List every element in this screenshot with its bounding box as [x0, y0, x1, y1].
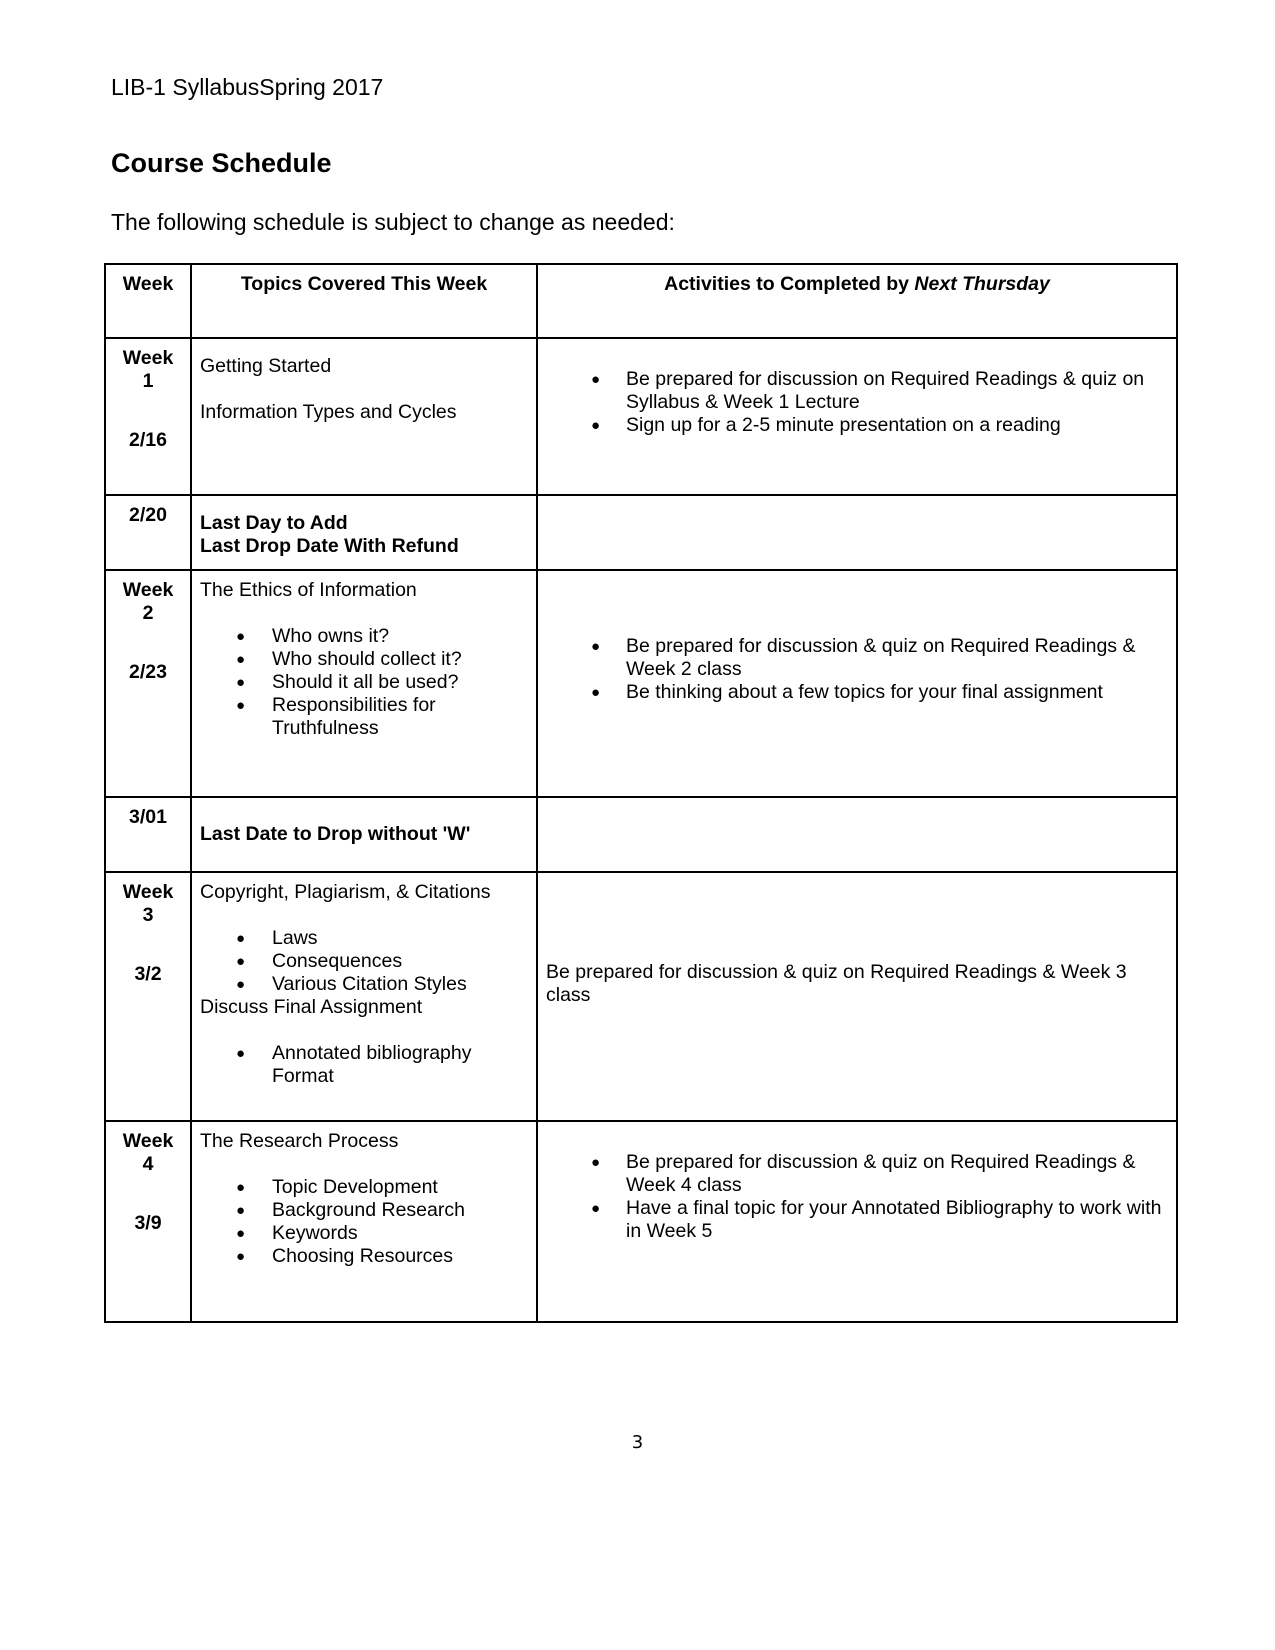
topic-bullet: ● Should it all be used? — [272, 671, 528, 694]
week-cell — [105, 338, 191, 495]
topic-bullet: ● Choosing Resources — [272, 1245, 528, 1268]
week-cell — [105, 570, 191, 797]
week-label: Week — [122, 1130, 174, 1152]
topic-bullet: ● Background Research — [272, 1199, 528, 1222]
activities-cell — [537, 338, 1177, 495]
week-label: Week — [122, 347, 174, 369]
deadline-line: Last Day to Add — [200, 512, 348, 534]
topic-line: Getting Started — [200, 355, 332, 377]
header-week: Week — [105, 264, 191, 338]
topic-title: Copyright, Plagiarism, & Citations — [200, 881, 491, 903]
week-cell — [105, 872, 191, 1121]
week-number: 4 — [142, 1153, 154, 1175]
topic-bullet: ● Topic Development — [272, 1176, 528, 1199]
topic-title: The Research Process — [200, 1130, 399, 1152]
activity-item: ● Be prepared for discussion & quiz on Required Readings & Week 2 class — [626, 635, 1168, 681]
week-date: 2/23 — [129, 661, 167, 683]
activities-cell — [537, 570, 1177, 797]
deadline-line: Last Date to Drop without 'W' — [200, 823, 471, 845]
activity-item: ● Be prepared for discussion on Required Readings & quiz on Syllabus & Week 1 Lecture — [626, 368, 1168, 414]
week-cell — [105, 797, 191, 872]
activity-item: ● Have a final topic for your Annotated Bibliography to work with in Week 5 — [626, 1197, 1168, 1243]
table-row-week-4 — [105, 1121, 1177, 1322]
topic-line: Information Types and Cycles — [200, 401, 457, 423]
week-date: 2/20 — [129, 504, 167, 526]
activity-item: ● Sign up for a 2-5 minute presentation on a reading — [626, 414, 1168, 437]
table-row-deadline-3-01 — [105, 797, 1177, 872]
week-label: Week — [122, 579, 174, 601]
activities-cell — [537, 872, 1177, 1121]
section-title: Course Schedule — [111, 148, 332, 178]
table-row-week-1 — [105, 338, 1177, 495]
topic-cell — [191, 872, 537, 1121]
week-date: 3/9 — [134, 1212, 162, 1234]
topic-bullet: ● Annotated bibliography Format — [272, 1042, 528, 1088]
topic-bullet: ● Who should collect it? — [272, 648, 528, 671]
table-header-row — [105, 264, 1177, 338]
topic-title: The Ethics of Information — [200, 579, 417, 601]
topic-cell — [191, 797, 537, 872]
table-row-week-3 — [105, 872, 1177, 1121]
topic-bullet: ● Laws — [272, 927, 528, 950]
topic-cell — [191, 1121, 537, 1322]
topic-title: Discuss Final Assignment — [200, 996, 423, 1018]
page-number: 3 — [631, 1432, 644, 1453]
activity-item: ● Be thinking about a few topics for your final assignment — [626, 681, 1168, 704]
week-cell — [105, 495, 191, 570]
activities-cell — [537, 1121, 1177, 1322]
topic-bullet: ● Responsibilities for Truthfulness — [272, 694, 528, 740]
activities-cell — [537, 495, 1177, 570]
document-header: LIB-1 SyllabusSpring 2017 — [111, 74, 384, 100]
activities-cell — [537, 797, 1177, 872]
course-schedule-table — [104, 263, 1178, 1323]
topic-cell — [191, 570, 537, 797]
header-activities-emph: Next Thursday — [914, 273, 1050, 295]
topic-bullet: ● Consequences — [272, 950, 528, 973]
deadline-line: Last Drop Date With Refund — [200, 535, 459, 557]
week-date: 2/16 — [129, 429, 167, 451]
topic-cell — [191, 495, 537, 570]
week-date: 3/01 — [129, 806, 167, 828]
header-activities-prefix: Activities to Completed by — [664, 273, 915, 295]
header-activities — [537, 264, 1177, 338]
activity-item: ● Be prepared for discussion & quiz on Required Readings & Week 4 class — [626, 1151, 1168, 1197]
topic-cell — [191, 338, 537, 495]
topic-bullet: ● Various Citation Styles — [272, 973, 528, 996]
table-row-deadline-2-20 — [105, 495, 1177, 570]
topic-bullet: ● Keywords — [272, 1222, 528, 1245]
week-number: 3 — [142, 904, 154, 926]
week-label: Week — [122, 881, 174, 903]
week-cell — [105, 1121, 191, 1322]
week-date: 3/2 — [134, 963, 162, 985]
table-row-week-2 — [105, 570, 1177, 797]
header-topics: Topics Covered This Week — [191, 264, 537, 338]
week-number: 1 — [142, 370, 154, 392]
week-number: 2 — [142, 602, 154, 624]
activity-text: Be prepared for discussion & quiz on Required Readings & Week 3 class — [546, 961, 1127, 1006]
intro-text: The following schedule is subject to change as needed: — [111, 209, 675, 235]
topic-bullet: ● Who owns it? — [272, 625, 528, 648]
